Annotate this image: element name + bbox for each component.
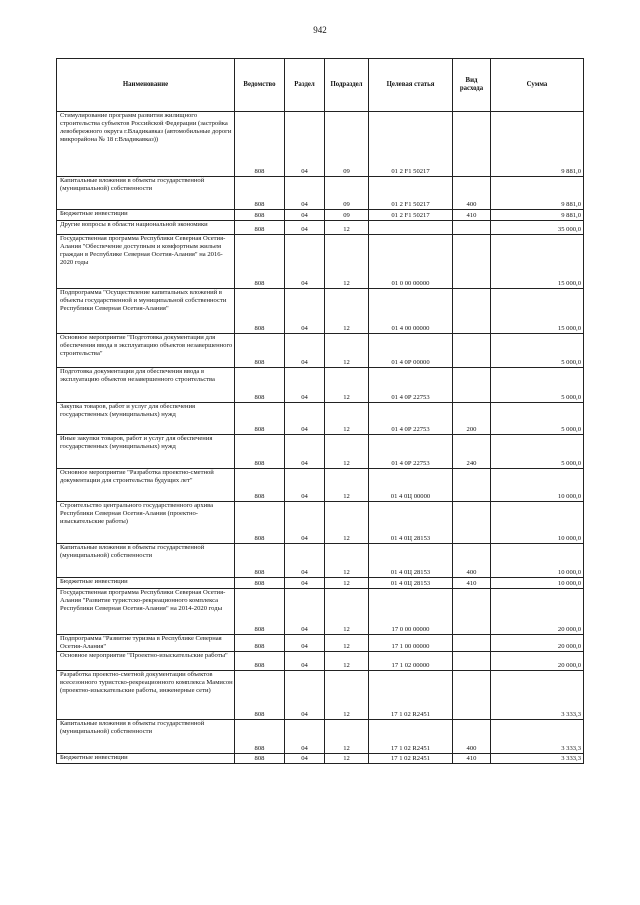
row-name: Другие вопросы в области национальной экономики — [57, 221, 235, 235]
row-razdel: 04 — [285, 368, 325, 403]
row-sum: 15 000,0 — [491, 289, 584, 334]
row-target-article: 01 4 0Р 22753 — [369, 368, 453, 403]
table-row — [57, 435, 584, 469]
row-target-article: 17 1 02 00000 — [369, 652, 453, 671]
row-razdel: 04 — [285, 502, 325, 544]
row-podrazdel: 12 — [325, 235, 369, 289]
table-row — [57, 112, 584, 177]
row-vedomstvo: 808 — [235, 652, 285, 671]
header-expense-type: Вид расхода — [453, 59, 491, 112]
row-target-article — [369, 221, 453, 235]
row-razdel: 04 — [285, 334, 325, 368]
row-vedomstvo: 808 — [235, 544, 285, 578]
table-row — [57, 289, 584, 334]
row-name: Подпрограмма "Осуществление капитальных вложений в объекты государственной и муниципальной собственности Республики Северная Осетия-Алания" — [57, 289, 235, 334]
row-name: Основное мероприятие "Подготовка документации для обеспечения ввода в эксплуатацию объектов незавершенного строительства" — [57, 334, 235, 368]
row-vedomstvo: 808 — [235, 635, 285, 652]
row-target-article: 01 4 00 00000 — [369, 289, 453, 334]
row-vedomstvo: 808 — [235, 368, 285, 403]
row-expense-type — [453, 112, 491, 177]
row-expense-type — [453, 635, 491, 652]
row-podrazdel: 09 — [325, 210, 369, 221]
budget-table — [56, 58, 584, 764]
row-target-article: 01 0 00 00000 — [369, 235, 453, 289]
row-podrazdel: 12 — [325, 502, 369, 544]
header-sum: Сумма — [491, 59, 584, 112]
row-expense-type — [453, 368, 491, 403]
row-podrazdel: 09 — [325, 177, 369, 210]
row-vedomstvo: 808 — [235, 671, 285, 720]
row-target-article: 17 0 00 00000 — [369, 589, 453, 635]
row-podrazdel: 12 — [325, 289, 369, 334]
row-sum: 10 000,0 — [491, 578, 584, 589]
header-podrazdel: Подраздел — [325, 59, 369, 112]
row-expense-type — [453, 469, 491, 502]
row-vedomstvo: 808 — [235, 578, 285, 589]
row-name: Бюджетные инвестиции — [57, 754, 235, 764]
row-sum: 10 000,0 — [491, 502, 584, 544]
row-name: Государственная программа Республики Северная Осетия-Алания "Развитие туристско-рекреационного комплекса Республики Северная Осетия-Алания" на 2014-2020 годы — [57, 589, 235, 635]
row-podrazdel: 09 — [325, 112, 369, 177]
table-row — [57, 469, 584, 502]
row-vedomstvo: 808 — [235, 334, 285, 368]
row-vedomstvo: 808 — [235, 221, 285, 235]
row-expense-type — [453, 235, 491, 289]
row-name: Подготовка документации для обеспечения ввода в эксплуатацию объектов незавершенного строительства — [57, 368, 235, 403]
row-target-article: 17 1 02 R2451 — [369, 754, 453, 764]
row-sum: 3 333,3 — [491, 754, 584, 764]
row-expense-type: 410 — [453, 210, 491, 221]
row-razdel: 04 — [285, 720, 325, 754]
table-row — [57, 578, 584, 589]
table-row — [57, 368, 584, 403]
row-razdel: 04 — [285, 754, 325, 764]
row-name: Подпрограмма "Развитие туризма в Республике Северная Осетия-Алания" — [57, 635, 235, 652]
table-row — [57, 403, 584, 435]
row-target-article: 01 2 F1 50217 — [369, 210, 453, 221]
row-expense-type: 410 — [453, 578, 491, 589]
row-razdel: 04 — [285, 403, 325, 435]
header-vedomstvo: Ведомство — [235, 59, 285, 112]
table-row — [57, 334, 584, 368]
row-expense-type: 410 — [453, 754, 491, 764]
row-expense-type — [453, 652, 491, 671]
row-name: Капитальные вложения в объекты государственной (муниципальной) собственности — [57, 720, 235, 754]
row-razdel: 04 — [285, 544, 325, 578]
row-sum: 10 000,0 — [491, 469, 584, 502]
row-target-article: 17 1 02 R2451 — [369, 720, 453, 754]
row-target-article: 01 4 0Р 22753 — [369, 435, 453, 469]
row-name: Основное мероприятие "Проектно-изыскательские работы" — [57, 652, 235, 671]
row-razdel: 04 — [285, 235, 325, 289]
row-vedomstvo: 808 — [235, 589, 285, 635]
row-sum: 5 000,0 — [491, 403, 584, 435]
row-vedomstvo: 808 — [235, 469, 285, 502]
row-target-article: 17 1 02 R2451 — [369, 671, 453, 720]
row-name: Капитальные вложения в объекты государственной (муниципальной) собственности — [57, 177, 235, 210]
row-target-article: 01 4 0Ц 28153 — [369, 578, 453, 589]
row-target-article: 01 4 0Ц 28153 — [369, 502, 453, 544]
row-target-article: 01 2 F1 50217 — [369, 177, 453, 210]
row-target-article: 01 4 0Р 22753 — [369, 403, 453, 435]
row-vedomstvo: 808 — [235, 210, 285, 221]
row-vedomstvo: 808 — [235, 403, 285, 435]
table-row — [57, 221, 584, 235]
header-target-article: Целевая статья — [369, 59, 453, 112]
row-podrazdel: 12 — [325, 221, 369, 235]
row-expense-type: 400 — [453, 720, 491, 754]
row-sum: 9 881,0 — [491, 112, 584, 177]
row-vedomstvo: 808 — [235, 289, 285, 334]
row-expense-type — [453, 289, 491, 334]
row-sum: 20 000,0 — [491, 652, 584, 671]
row-podrazdel: 12 — [325, 334, 369, 368]
row-podrazdel: 12 — [325, 368, 369, 403]
table-row — [57, 502, 584, 544]
row-expense-type: 400 — [453, 177, 491, 210]
row-sum: 5 000,0 — [491, 334, 584, 368]
table-row — [57, 177, 584, 210]
row-razdel: 04 — [285, 289, 325, 334]
row-vedomstvo: 808 — [235, 720, 285, 754]
row-razdel: 04 — [285, 589, 325, 635]
row-podrazdel: 12 — [325, 469, 369, 502]
row-target-article: 01 4 0Р 00000 — [369, 334, 453, 368]
table-row — [57, 652, 584, 671]
row-razdel: 04 — [285, 221, 325, 235]
row-name: Разработка проектно-сметной документации объектов всесезонного туристско-рекреационного комплекса Мамисон (проектно-изыскательские работы, инженерные сети) — [57, 671, 235, 720]
table-row — [57, 635, 584, 652]
row-razdel: 04 — [285, 671, 325, 720]
row-name: Иные закупки товаров, работ и услуг для обеспечения государственных (муниципальных) нужд — [57, 435, 235, 469]
row-razdel: 04 — [285, 578, 325, 589]
row-vedomstvo: 808 — [235, 112, 285, 177]
row-expense-type: 240 — [453, 435, 491, 469]
row-expense-type — [453, 502, 491, 544]
row-name: Основное мероприятие "Разработка проектно-сметной документации для строительства будущих лет" — [57, 469, 235, 502]
row-vedomstvo: 808 — [235, 754, 285, 764]
row-sum: 20 000,0 — [491, 589, 584, 635]
row-target-article: 17 1 00 00000 — [369, 635, 453, 652]
row-expense-type: 400 — [453, 544, 491, 578]
table-row — [57, 544, 584, 578]
row-name: Стимулирование программ развития жилищного строительства субъектов Российской Федерации (застройка левобережного округа г.Владикавказ (автомобильные дороги микрорайона № 18 г.Владикавказ)) — [57, 112, 235, 177]
row-podrazdel: 12 — [325, 635, 369, 652]
row-sum: 15 000,0 — [491, 235, 584, 289]
row-razdel: 04 — [285, 469, 325, 502]
table-body — [57, 112, 584, 764]
row-podrazdel: 12 — [325, 544, 369, 578]
table-row — [57, 210, 584, 221]
row-podrazdel: 12 — [325, 720, 369, 754]
row-sum: 35 000,0 — [491, 221, 584, 235]
page-number: 942 — [313, 25, 327, 35]
table-header-row — [57, 59, 584, 112]
row-podrazdel: 12 — [325, 403, 369, 435]
row-sum: 9 881,0 — [491, 177, 584, 210]
row-razdel: 04 — [285, 177, 325, 210]
row-name: Бюджетные инвестиции — [57, 578, 235, 589]
row-podrazdel: 12 — [325, 578, 369, 589]
row-vedomstvo: 808 — [235, 177, 285, 210]
row-expense-type — [453, 221, 491, 235]
row-podrazdel: 12 — [325, 435, 369, 469]
row-name: Государственная программа Республики Северная Осетия-Алания "Обеспечение доступным и комфортным жильем граждан в Республике Северная Осетия-Алания" на 2016-2020 годы — [57, 235, 235, 289]
row-sum: 5 000,0 — [491, 368, 584, 403]
row-sum: 10 000,0 — [491, 544, 584, 578]
row-razdel: 04 — [285, 435, 325, 469]
row-target-article: 01 4 0Ц 28153 — [369, 544, 453, 578]
row-podrazdel: 12 — [325, 589, 369, 635]
table-row — [57, 720, 584, 754]
row-name: Строительство центрального государственного архива Республики Северная Осетия-Алания (проектно-изыскательские работы) — [57, 502, 235, 544]
row-name: Капитальные вложения в объекты государственной (муниципальной) собственности — [57, 544, 235, 578]
row-podrazdel: 12 — [325, 754, 369, 764]
header-name: Наименование — [57, 59, 235, 112]
row-sum: 3 333,3 — [491, 671, 584, 720]
row-vedomstvo: 808 — [235, 435, 285, 469]
table-row — [57, 671, 584, 720]
row-sum: 9 881,0 — [491, 210, 584, 221]
row-podrazdel: 12 — [325, 671, 369, 720]
row-target-article: 01 2 F1 50217 — [369, 112, 453, 177]
row-sum: 20 000,0 — [491, 635, 584, 652]
row-expense-type: 200 — [453, 403, 491, 435]
row-vedomstvo: 808 — [235, 502, 285, 544]
row-target-article: 01 4 0Ц 00000 — [369, 469, 453, 502]
row-vedomstvo: 808 — [235, 235, 285, 289]
row-razdel: 04 — [285, 210, 325, 221]
table-row — [57, 754, 584, 764]
row-sum: 5 000,0 — [491, 435, 584, 469]
row-razdel: 04 — [285, 635, 325, 652]
row-razdel: 04 — [285, 652, 325, 671]
table-row — [57, 589, 584, 635]
row-name: Закупка товаров, работ и услуг для обеспечения государственных (муниципальных) нужд — [57, 403, 235, 435]
row-expense-type — [453, 589, 491, 635]
row-expense-type — [453, 671, 491, 720]
table-row — [57, 235, 584, 289]
row-sum: 3 333,3 — [491, 720, 584, 754]
header-razdel: Раздел — [285, 59, 325, 112]
row-expense-type — [453, 334, 491, 368]
row-razdel: 04 — [285, 112, 325, 177]
row-podrazdel: 12 — [325, 652, 369, 671]
row-name: Бюджетные инвестиции — [57, 210, 235, 221]
